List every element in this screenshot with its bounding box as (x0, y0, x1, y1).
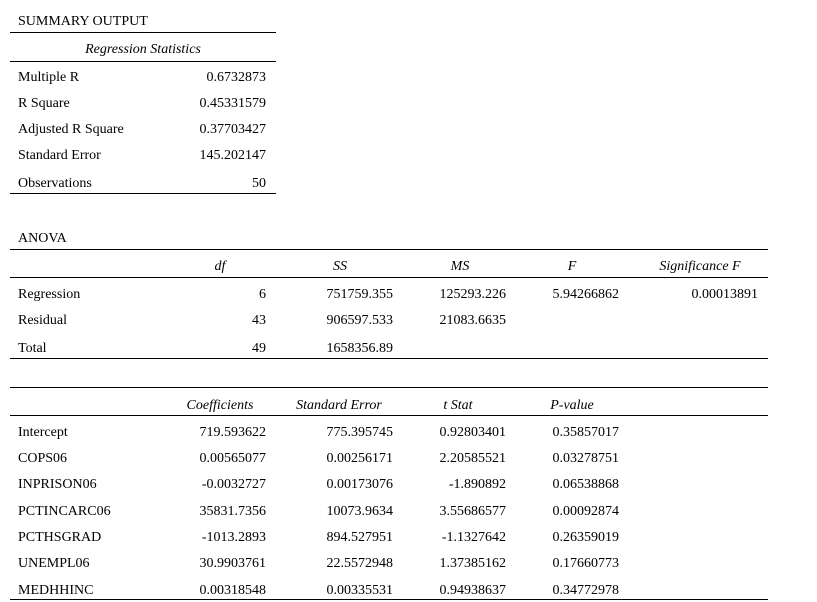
anova-header-ms: MS (450, 259, 470, 274)
coef-cell-t-stat: 2.20585521 (439, 451, 506, 466)
coef-row-label: COPS06 (18, 451, 68, 466)
coef-cell-coefficient: -0.0032727 (201, 477, 266, 492)
coef-cell-p-value: 0.03278751 (552, 451, 619, 466)
anova-cell-ss: 751759.355 (326, 287, 393, 302)
regression-statistics-heading: Regression Statistics (85, 42, 201, 57)
coef-cell-t-stat: 3.55686577 (439, 504, 506, 519)
coef-cell-standard-error: 775.395745 (326, 425, 393, 440)
coef-cell-p-value: 0.35857017 (552, 425, 619, 440)
coef-cell-p-value: 0.06538868 (552, 477, 619, 492)
anova-header-significance-f: Significance F (659, 259, 741, 274)
anova-header-df: df (214, 259, 226, 274)
coef-cell-standard-error: 22.5572948 (326, 556, 393, 571)
summary-output-title: SUMMARY OUTPUT (18, 14, 148, 29)
coef-cell-coefficient: 719.593622 (199, 425, 266, 440)
divider-line (10, 249, 768, 250)
anova-cell-ms: 125293.226 (439, 287, 506, 302)
divider-line (10, 277, 768, 278)
anova-cell-significance-f: 0.00013891 (691, 287, 758, 302)
coef-row-label: PCTHSGRAD (18, 530, 102, 545)
anova-cell-ss: 1658356.89 (326, 341, 393, 356)
coef-row-label: Intercept (18, 425, 68, 440)
coef-cell-t-stat: -1.890892 (448, 477, 506, 492)
anova-row-label: Residual (18, 313, 67, 328)
coef-cell-standard-error: 0.00173076 (326, 477, 393, 492)
coef-cell-coefficient: -1013.2893 (201, 530, 266, 545)
coef-cell-t-stat: 0.94938637 (439, 583, 506, 598)
stat-value-r-square: 0.45331579 (199, 96, 266, 111)
coef-cell-coefficient: 35831.7356 (199, 504, 266, 519)
coef-header-standard-error: Standard Error (296, 398, 382, 413)
coef-header-p-value: P-value (550, 398, 594, 413)
coef-header-t-stat: t Stat (443, 398, 473, 413)
divider-line (10, 193, 276, 194)
coef-header-coefficients: Coefficients (186, 398, 254, 413)
stat-label-r-square: R Square (18, 96, 70, 111)
coef-cell-coefficient: 30.9903761 (199, 556, 266, 571)
coef-cell-coefficient: 0.00318548 (199, 583, 266, 598)
anova-cell-f: 5.94266862 (552, 287, 619, 302)
stat-label-standard-error: Standard Error (18, 148, 101, 163)
coef-cell-p-value: 0.17660773 (552, 556, 619, 571)
anova-row-label: Regression (18, 287, 81, 302)
anova-cell-ms: 21083.6635 (439, 313, 506, 328)
anova-cell-df: 6 (259, 287, 266, 302)
anova-row-label: Total (18, 341, 47, 356)
stat-value-adjusted-r-square: 0.37703427 (199, 122, 266, 137)
stat-value-multiple-r: 0.6732873 (206, 70, 266, 85)
stat-label-observations: Observations (18, 176, 92, 191)
stat-value-standard-error: 145.202147 (199, 148, 266, 163)
coef-cell-p-value: 0.26359019 (552, 530, 619, 545)
divider-line (10, 387, 768, 388)
coef-cell-p-value: 0.00092874 (552, 504, 619, 519)
coef-cell-coefficient: 0.00565077 (199, 451, 266, 466)
anova-cell-df: 43 (252, 313, 266, 328)
divider-line (10, 32, 276, 33)
divider-line (10, 61, 276, 62)
anova-header-f: F (567, 259, 577, 274)
coef-cell-t-stat: 0.92803401 (439, 425, 506, 440)
anova-title: ANOVA (18, 231, 67, 246)
stat-label-adjusted-r-square: Adjusted R Square (18, 122, 124, 137)
divider-line (10, 358, 768, 359)
coef-cell-p-value: 0.34772978 (552, 583, 619, 598)
anova-cell-df: 49 (252, 341, 266, 356)
divider-line (10, 599, 768, 600)
coef-row-label: PCTINCARC06 (18, 504, 111, 519)
coef-cell-standard-error: 0.00335531 (326, 583, 393, 598)
coef-cell-standard-error: 10073.9634 (326, 504, 393, 519)
stat-label-multiple-r: Multiple R (18, 70, 80, 85)
stat-value-observations: 50 (252, 176, 266, 191)
coef-row-label: INPRISON06 (18, 477, 97, 492)
coef-cell-standard-error: 0.00256171 (326, 451, 393, 466)
anova-cell-ss: 906597.533 (326, 313, 393, 328)
coef-cell-standard-error: 894.527951 (326, 530, 393, 545)
coef-cell-t-stat: 1.37385162 (439, 556, 506, 571)
coef-cell-t-stat: -1.1327642 (441, 530, 506, 545)
anova-header-ss: SS (333, 259, 347, 274)
coef-row-label: MEDHHINC (18, 583, 94, 598)
coef-row-label: UNEMPL06 (18, 556, 90, 571)
divider-line (10, 415, 768, 416)
